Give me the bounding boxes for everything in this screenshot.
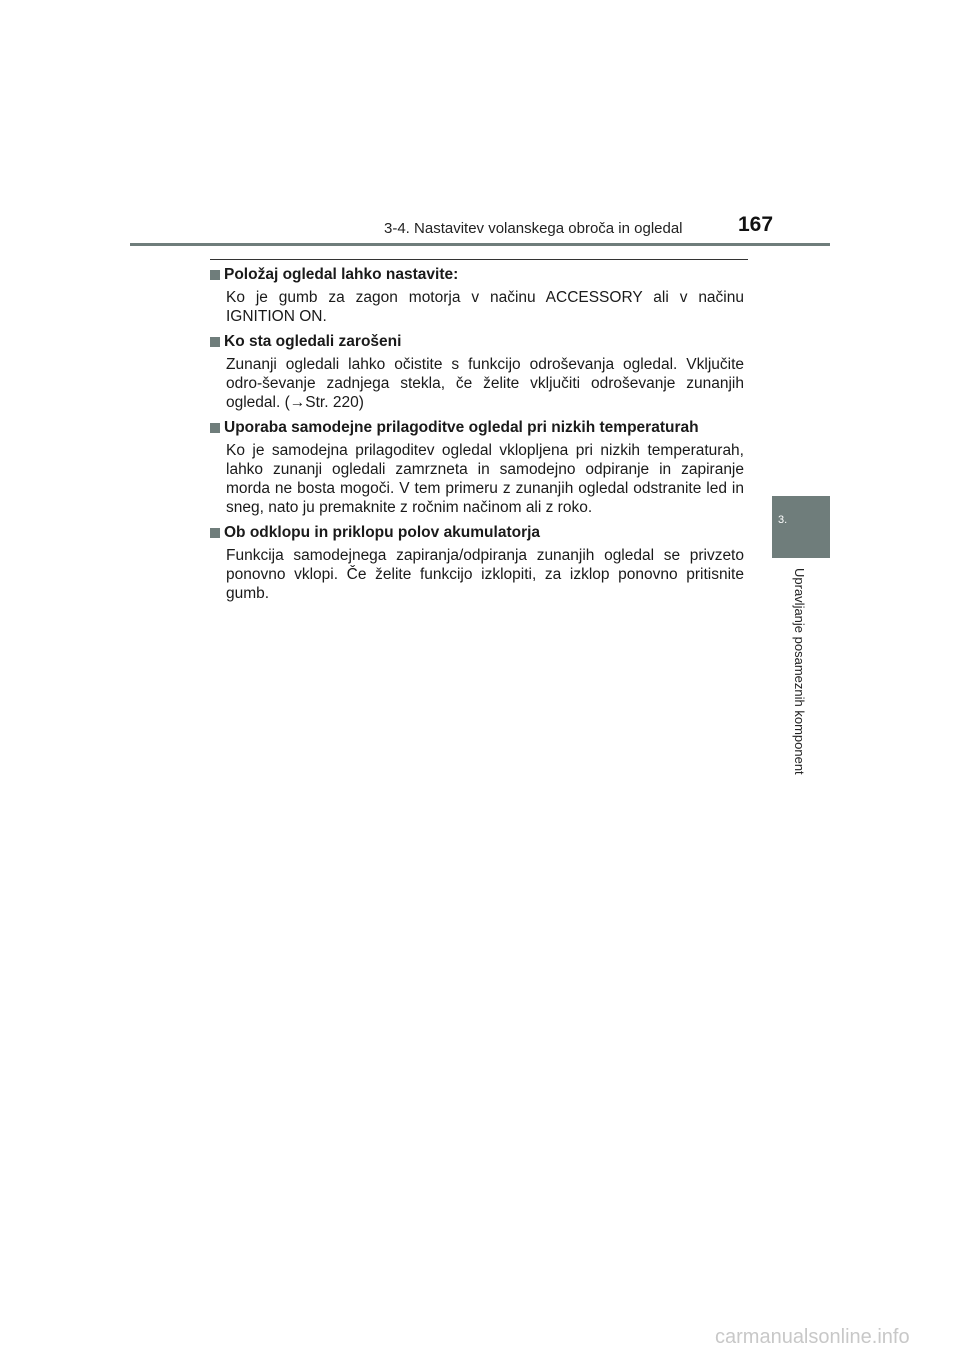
square-bullet-icon bbox=[210, 423, 220, 433]
chapter-number: 3. bbox=[778, 514, 788, 526]
content-top-rule bbox=[210, 259, 748, 260]
section-heading bbox=[210, 417, 744, 438]
section-mirror-adjustment bbox=[210, 264, 744, 326]
chapter-side-tab bbox=[772, 496, 830, 558]
chapter-header-title: 3-4. Nastavitev volanskega obroča in ogledal bbox=[384, 220, 683, 237]
page-number: 167 bbox=[738, 213, 774, 236]
square-bullet-icon bbox=[210, 270, 220, 280]
section-body: Funkcija samodejnega zapiranja/odpiranja zunanjih ogledal se privzeto ponovno vklopi. Če želite funkcijo izklopiti, za izklop ponovno pritisnite gumb. bbox=[226, 547, 744, 602]
section-mirror-fogged bbox=[210, 331, 744, 412]
square-bullet-icon bbox=[210, 337, 220, 347]
header-rule bbox=[130, 243, 830, 246]
section-heading-text: Položaj ogledal lahko nastavite: bbox=[224, 266, 459, 283]
section-heading-text: Uporaba samodejne prilagoditve ogledal pri nizkih temperaturah bbox=[224, 419, 699, 436]
section-heading bbox=[210, 264, 744, 285]
section-body: Ko je gumb za zagon motorja v načinu ACCESSORY ali v načinu IGNITION ON. bbox=[226, 289, 744, 325]
section-heading-text: Ko sta ogledali zarošeni bbox=[224, 333, 402, 350]
chapter-side-label: Upravljanje posameznih komponent bbox=[792, 568, 807, 775]
page-content bbox=[210, 263, 744, 603]
section-body: Zunanji ogledali lahko očistite s funkcijo odroševanja ogledal. Vključite odro-ševanje zadnjega stekla, če želite vključiti odroševanje zunanjih ogledal. (→Str. 220) bbox=[226, 356, 744, 411]
section-heading-text: Ob odklopu in priklopu polov akumulatorja bbox=[224, 524, 541, 541]
section-heading bbox=[210, 331, 744, 352]
square-bullet-icon bbox=[210, 528, 220, 538]
section-battery-disconnect bbox=[210, 522, 744, 603]
watermark: carmanualsonline.info bbox=[715, 1326, 910, 1348]
section-low-temperature bbox=[210, 417, 744, 517]
section-heading bbox=[210, 522, 744, 543]
section-body: Ko je samodejna prilagoditev ogledal vklopljena pri nizkih temperaturah, lahko zunanji ogledali zamrzneta in samodejno odpiranje in zapiranje morda ne bosta mogoči. V tem primeru z zunanjih ogledal odstranite led in sneg, nato ju premaknite z ročnim načinom ali z roko. bbox=[226, 442, 744, 516]
